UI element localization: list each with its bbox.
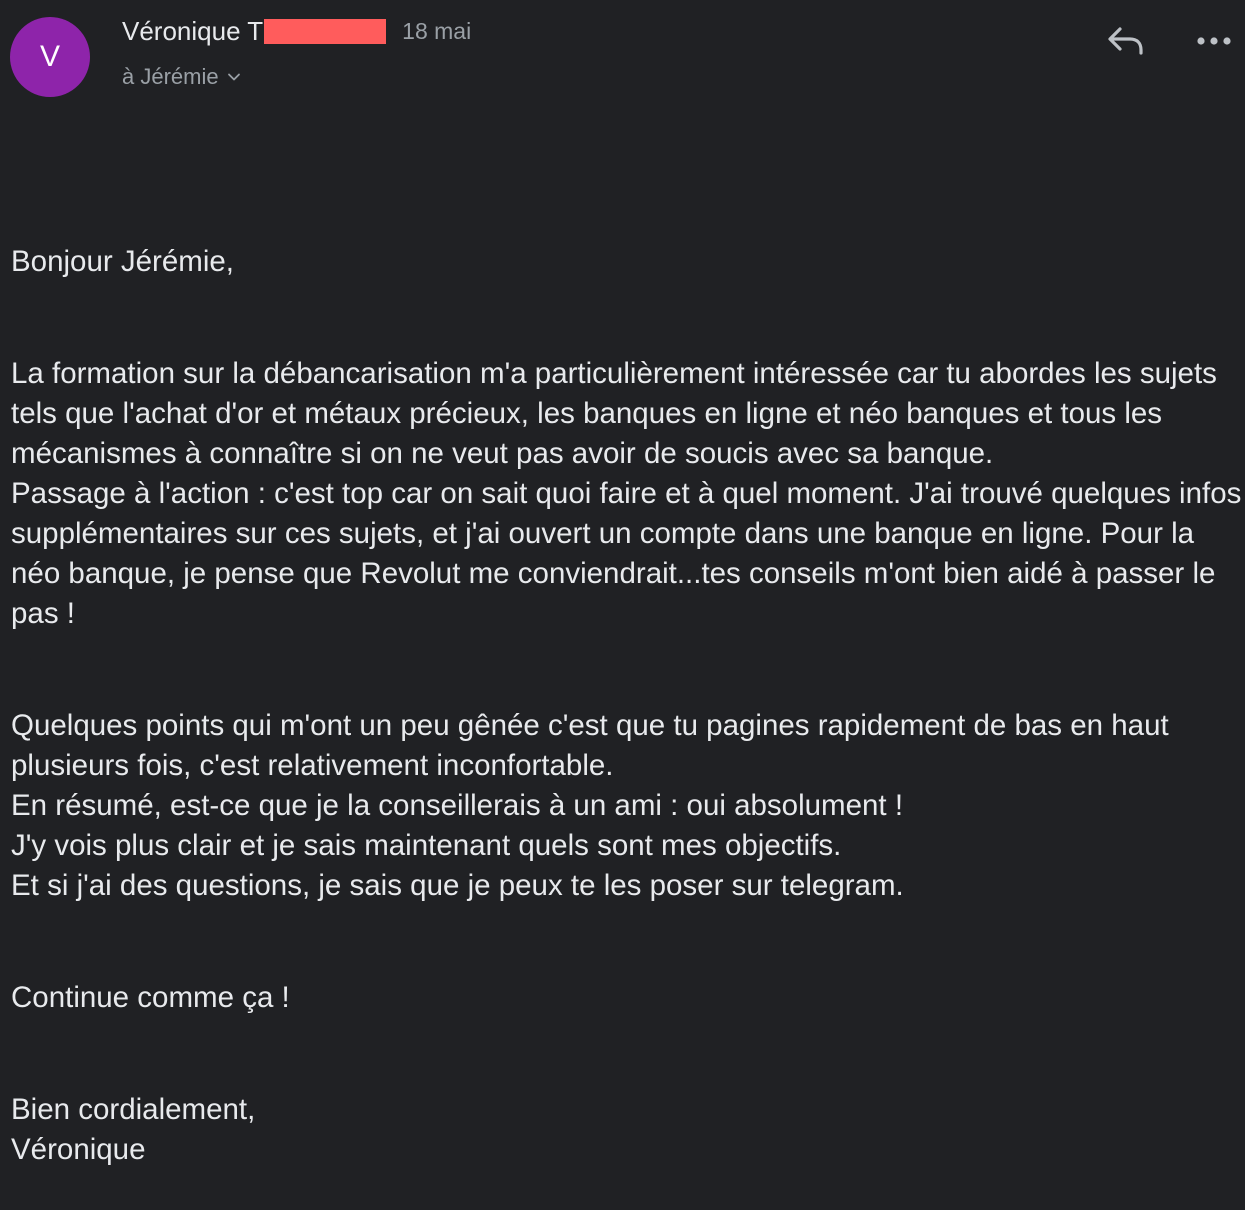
redaction-bar bbox=[264, 19, 386, 44]
email-body bbox=[11, 202, 1243, 1210]
reply-button[interactable] bbox=[1100, 18, 1152, 66]
reply-icon bbox=[1106, 23, 1146, 62]
email-date: 18 mai bbox=[402, 17, 472, 44]
recipient-toggle[interactable] bbox=[122, 62, 241, 92]
chevron-down-icon bbox=[227, 70, 241, 84]
paragraph-feedback-summary: Quelques points qui m'ont un peu gênée c'est que tu pagines rapidement de bas en haut plusieurs fois, c'est relativement inconfortable. En résumé, est-ce que je la conseillerais à un ami : oui absolument ! J'y vois plus clair et je sais maintenant quels sont mes objectifs. Et si j'ai des questions, je sais que je peux te les poser sur telegram. bbox=[11, 709, 1169, 902]
closing-encouragement: Continue comme ça ! bbox=[11, 981, 290, 1014]
more-horizontal-icon bbox=[1196, 33, 1232, 51]
avatar-letter: V bbox=[39, 40, 60, 73]
paragraph-feedback-content: La formation sur la débancarisation m'a particulièrement intéressée car tu abordes les sujets tels que l'achat d'or et métaux précieux, les banques en ligne et néo banques et tous les mécanismes à connaître si on ne veut pas avoir de soucis avec sa banque. Passage à l'action : c'est top car on sait quoi faire et à quel moment. J'ai trouvé quelques infos supplémentaires sur ces sujets, et j'ai ouvert un compte dans une banque en ligne. Pour la néo banque, je pense que Revolut me conviendrait...tes conseils m'ont bien aidé à passer le pas ! bbox=[11, 357, 1242, 630]
signature: Bien cordialement, Véronique bbox=[11, 1093, 256, 1166]
avatar[interactable] bbox=[10, 17, 90, 97]
more-button[interactable] bbox=[1188, 20, 1240, 64]
sender-name[interactable]: Véronique T bbox=[122, 15, 264, 46]
greeting: Bonjour Jérémie, bbox=[11, 245, 234, 278]
recipient-label: à Jérémie bbox=[122, 64, 219, 89]
sender-row bbox=[122, 14, 471, 48]
